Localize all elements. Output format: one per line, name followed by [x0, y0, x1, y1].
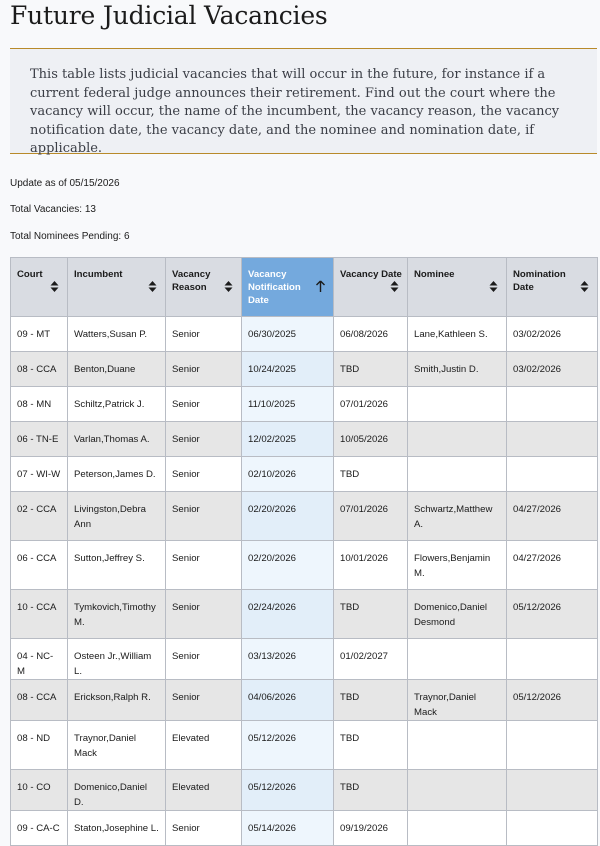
- total-nominees-pending: Total Nominees Pending: 6: [10, 231, 130, 242]
- page-title: Future Judicial Vacancies: [10, 1, 328, 30]
- table-row: [11, 352, 598, 387]
- table-row: [11, 457, 598, 492]
- cell-court: 08 - CCA: [11, 680, 68, 721]
- cell-vacancy-notification-date: 06/30/2025: [242, 317, 334, 352]
- table-row: [11, 387, 598, 422]
- cell-vacancy-notification-date: 10/24/2025: [242, 352, 334, 387]
- cell-court: 06 - TN-E: [11, 422, 68, 457]
- cell-nomination-date: [507, 457, 598, 492]
- cell-vacancy-date: TBD: [334, 352, 408, 387]
- cell-nominee: Smith,Justin D.: [408, 352, 507, 387]
- table-row: [11, 492, 598, 541]
- cell-vacancy-notification-date: 05/12/2026: [242, 770, 334, 811]
- cell-court: 08 - ND: [11, 721, 68, 770]
- cell-nomination-date: 03/02/2026: [507, 317, 598, 352]
- column-header-court[interactable]: [11, 258, 68, 317]
- cell-vacancy-reason: Senior: [166, 811, 242, 846]
- cell-nominee: [408, 770, 507, 811]
- cell-court: 06 - CCA: [11, 541, 68, 590]
- column-label: Vacancy Reason: [172, 269, 211, 293]
- cell-nomination-date: [507, 639, 598, 680]
- column-header-vacancy-date[interactable]: [334, 258, 408, 317]
- table-row: [11, 541, 598, 590]
- column-label: Nomination Date: [513, 269, 566, 293]
- cell-vacancy-reason: Senior: [166, 680, 242, 721]
- table-row: [11, 590, 598, 639]
- column-header-vacancy-notification-date[interactable]: [242, 258, 334, 317]
- sort-icon: [50, 280, 59, 293]
- cell-vacancy-date: 01/02/2027: [334, 639, 408, 680]
- total-vacancies: Total Vacancies: 13: [10, 204, 96, 215]
- cell-nomination-date: [507, 721, 598, 770]
- column-label: Incumbent: [74, 269, 123, 280]
- cell-vacancy-date: 09/19/2026: [334, 811, 408, 846]
- cell-incumbent: Varlan,Thomas A.: [68, 422, 166, 457]
- cell-nominee: Traynor,Daniel Mack: [408, 680, 507, 721]
- cell-vacancy-reason: Senior: [166, 387, 242, 422]
- cell-court: 10 - CO: [11, 770, 68, 811]
- cell-vacancy-notification-date: 02/24/2026: [242, 590, 334, 639]
- cell-nominee: [408, 721, 507, 770]
- cell-vacancy-date: TBD: [334, 680, 408, 721]
- table-row: [11, 639, 598, 680]
- cell-vacancy-reason: Senior: [166, 317, 242, 352]
- cell-vacancy-date: 06/08/2026: [334, 317, 408, 352]
- table-row: [11, 317, 598, 352]
- column-header-vacancy-reason[interactable]: [166, 258, 242, 317]
- cell-vacancy-reason: Senior: [166, 541, 242, 590]
- cell-incumbent: Watters,Susan P.: [68, 317, 166, 352]
- cell-incumbent: Tymkovich,Timothy M.: [68, 590, 166, 639]
- cell-vacancy-notification-date: 12/02/2025: [242, 422, 334, 457]
- cell-vacancy-notification-date: 11/10/2025: [242, 387, 334, 422]
- intro-box: [10, 48, 597, 154]
- cell-court: 09 - MT: [11, 317, 68, 352]
- column-header-nominee[interactable]: [408, 258, 507, 317]
- cell-nominee: [408, 422, 507, 457]
- cell-nominee: [408, 639, 507, 680]
- cell-incumbent: Osteen Jr.,William L.: [68, 639, 166, 680]
- vacancies-table: [10, 257, 598, 846]
- sort-icon: [224, 280, 233, 293]
- cell-nominee: [408, 457, 507, 492]
- cell-vacancy-reason: Senior: [166, 457, 242, 492]
- cell-nominee: Flowers,Benjamin M.: [408, 541, 507, 590]
- cell-vacancy-reason: Senior: [166, 422, 242, 457]
- cell-nominee: Domenico,Daniel Desmond: [408, 590, 507, 639]
- cell-vacancy-reason: Senior: [166, 352, 242, 387]
- cell-nominee: [408, 387, 507, 422]
- sort-icon: [489, 280, 498, 293]
- update-date: Update as of 05/15/2026: [10, 178, 120, 189]
- cell-incumbent: Benton,Duane: [68, 352, 166, 387]
- cell-vacancy-notification-date: 05/14/2026: [242, 811, 334, 846]
- cell-court: 08 - CCA: [11, 352, 68, 387]
- table-row: [11, 422, 598, 457]
- cell-nomination-date: 04/27/2026: [507, 541, 598, 590]
- sort-ascending-icon: [316, 280, 325, 293]
- column-label: Court: [17, 269, 43, 280]
- cell-nominee: [408, 811, 507, 846]
- cell-vacancy-notification-date: 02/20/2026: [242, 492, 334, 541]
- cell-incumbent: Livingston,Debra Ann: [68, 492, 166, 541]
- cell-incumbent: Erickson,Ralph R.: [68, 680, 166, 721]
- cell-incumbent: Sutton,Jeffrey S.: [68, 541, 166, 590]
- cell-vacancy-date: 07/01/2026: [334, 492, 408, 541]
- cell-nomination-date: 05/12/2026: [507, 680, 598, 721]
- cell-incumbent: Peterson,James D.: [68, 457, 166, 492]
- cell-incumbent: Domenico,Daniel D.: [68, 770, 166, 811]
- cell-vacancy-notification-date: 02/10/2026: [242, 457, 334, 492]
- cell-vacancy-notification-date: 05/12/2026: [242, 721, 334, 770]
- cell-vacancy-reason: Senior: [166, 590, 242, 639]
- sort-icon: [148, 280, 157, 293]
- cell-vacancy-notification-date: 03/13/2026: [242, 639, 334, 680]
- table-row: [11, 680, 598, 721]
- cell-nomination-date: 04/27/2026: [507, 492, 598, 541]
- cell-vacancy-notification-date: 02/20/2026: [242, 541, 334, 590]
- cell-nomination-date: 05/12/2026: [507, 590, 598, 639]
- cell-vacancy-date: TBD: [334, 721, 408, 770]
- cell-court: 08 - MN: [11, 387, 68, 422]
- cell-court: 09 - CA-C: [11, 811, 68, 846]
- cell-vacancy-date: 10/01/2026: [334, 541, 408, 590]
- table-row: [11, 811, 598, 846]
- cell-vacancy-date: TBD: [334, 590, 408, 639]
- column-header-incumbent[interactable]: [68, 258, 166, 317]
- cell-vacancy-reason: Senior: [166, 639, 242, 680]
- cell-nominee: Lane,Kathleen S.: [408, 317, 507, 352]
- cell-nomination-date: [507, 422, 598, 457]
- cell-vacancy-reason: Elevated: [166, 721, 242, 770]
- column-header-nomination-date[interactable]: [507, 258, 598, 317]
- cell-incumbent: Traynor,Daniel Mack: [68, 721, 166, 770]
- sort-icon: [580, 280, 589, 293]
- cell-vacancy-date: 10/05/2026: [334, 422, 408, 457]
- cell-vacancy-date: TBD: [334, 770, 408, 811]
- cell-vacancy-date: 07/01/2026: [334, 387, 408, 422]
- cell-nomination-date: [507, 387, 598, 422]
- column-label: Vacancy Date: [340, 269, 402, 280]
- cell-court: 07 - WI-W: [11, 457, 68, 492]
- column-label: Vacancy Notification Date: [248, 269, 301, 306]
- table-row: [11, 721, 598, 770]
- cell-incumbent: Schiltz,Patrick J.: [68, 387, 166, 422]
- intro-text: This table lists judicial vacancies that will occur in the future, for instance if a current federal judge announces their retirement. Find out the court where the vacancy will occur, the name of the incumbent, the vacancy reason, the vacancy notification date, the vacancy date, and the nominee and nomination date, if applicable.: [30, 67, 560, 156]
- cell-incumbent: Staton,Josephine L.: [68, 811, 166, 846]
- cell-vacancy-date: TBD: [334, 457, 408, 492]
- table-header-row: [11, 258, 598, 317]
- cell-court: 02 - CCA: [11, 492, 68, 541]
- cell-court: 04 - NC-M: [11, 639, 68, 680]
- column-label: Nominee: [414, 269, 455, 280]
- table-body: [11, 317, 598, 846]
- cell-court: 10 - CCA: [11, 590, 68, 639]
- cell-nomination-date: [507, 770, 598, 811]
- cell-vacancy-notification-date: 04/06/2026: [242, 680, 334, 721]
- cell-nominee: Schwartz,Matthew A.: [408, 492, 507, 541]
- cell-vacancy-reason: Elevated: [166, 770, 242, 811]
- sort-icon: [390, 280, 399, 293]
- table-row: [11, 770, 598, 811]
- cell-vacancy-reason: Senior: [166, 492, 242, 541]
- cell-nomination-date: [507, 811, 598, 846]
- cell-nomination-date: 03/02/2026: [507, 352, 598, 387]
